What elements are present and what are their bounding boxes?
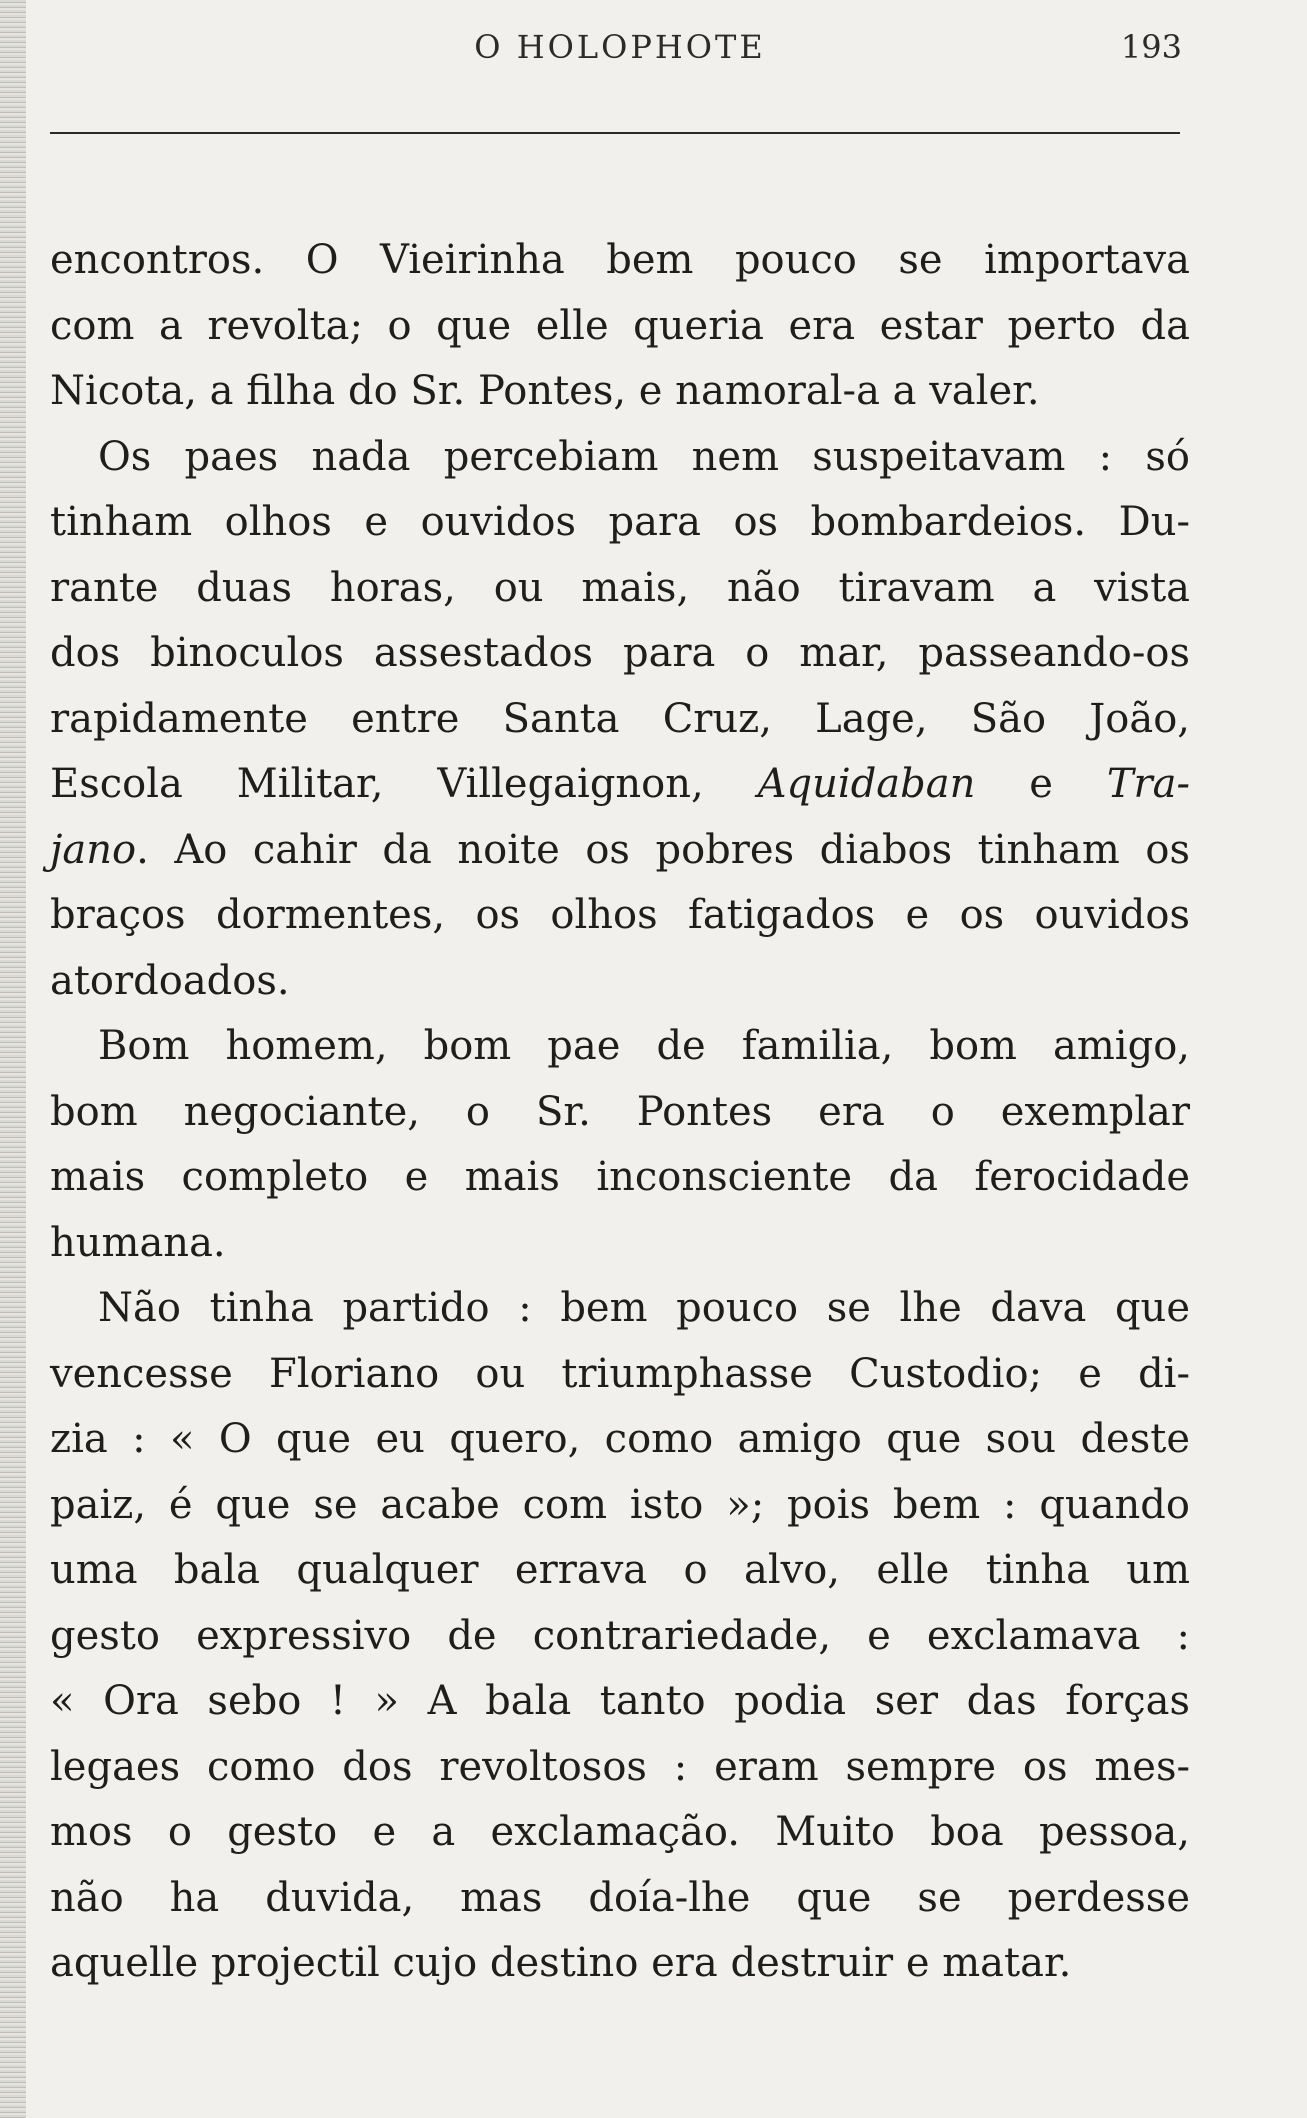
text-line: tinham olhos e ouvidos para os bombardeios. Du- (50, 499, 1190, 545)
page-number: 193 (1120, 28, 1182, 66)
text-line: com a revolta; o que elle queria era estar perto da (50, 302, 1190, 349)
text-line: bom negociante, o Sr. Pontes era o exemplar (50, 1088, 1190, 1135)
running-title: O HOLOPHOTE (474, 28, 766, 66)
text-line: Bom homem, bom pae de familia, bom amigo, (98, 1023, 1190, 1069)
running-head (50, 28, 1190, 88)
text-line: Os paes nada percebiam nem suspeitavam : só (98, 433, 1190, 480)
text-line: rapidamente entre Santa Cruz, Lage, São João, (50, 695, 1190, 742)
scanned-binding-edge (0, 0, 26, 2118)
text-line: mos o gesto e a exclamação. Muito boa pessoa, (50, 1809, 1190, 1855)
text-line: « Ora sebo ! » A bala tanto podia ser das forças (50, 1678, 1190, 1724)
italic-ship-name: jano (50, 826, 137, 873)
text-line: zia : « O que eu quero, como amigo que sou deste (50, 1416, 1190, 1462)
text-line: não ha duvida, mas doía-lhe que se perdesse (50, 1874, 1190, 1921)
text-run: . Ao cahir da noite os pobres diabos tinham os (136, 826, 1190, 873)
text-line: braços dormentes, os olhos fatigados e os ouvidos (50, 892, 1190, 938)
text-line: vencesse Floriano ou triumphasse Custodio; e di- (50, 1350, 1190, 1397)
book-page (50, 28, 1190, 2088)
text-run: Escola Militar, Villegaignon, (50, 761, 758, 807)
text-line: aquelle projectil cujo destino era destruir e matar. (50, 1940, 1072, 1986)
italic-ship-name: Aquidaban (757, 761, 976, 807)
text-line: rante duas horas, ou mais, não tiravam a vista (50, 564, 1190, 611)
text-line: mais completo e mais inconsciente da ferocidade (50, 1154, 1190, 1200)
text-line: Nicota, a filha do Sr. Pontes, e namoral-a a valer. (50, 368, 1040, 414)
text-line (50, 818, 1190, 884)
text-line: uma bala qualquer errava o alvo, elle tinha um (50, 1547, 1190, 1593)
text-line: atordoados. (50, 957, 290, 1004)
text-line: encontros. O Vieirinha bem pouco se importava (50, 237, 1190, 283)
text-line: humana. (50, 1219, 226, 1266)
header-rule (50, 132, 1180, 134)
text-line: gesto expressivo de contrariedade, e exclamava : (50, 1612, 1190, 1659)
text-line: legaes como dos revoltosos : eram sempre os mes- (50, 1743, 1190, 1790)
text-line: Não tinha partido : bem pouco se lhe dava que (98, 1285, 1190, 1331)
text-run: e (975, 761, 1107, 807)
text-line: paiz, é que se acabe com isto »; pois bem : quando (50, 1481, 1190, 1528)
italic-ship-name: Tra- (1106, 761, 1190, 807)
text-line: dos binoculos assestados para o mar, passeando-os (50, 630, 1190, 676)
text-line (50, 752, 1190, 818)
body-text (50, 228, 1190, 1997)
